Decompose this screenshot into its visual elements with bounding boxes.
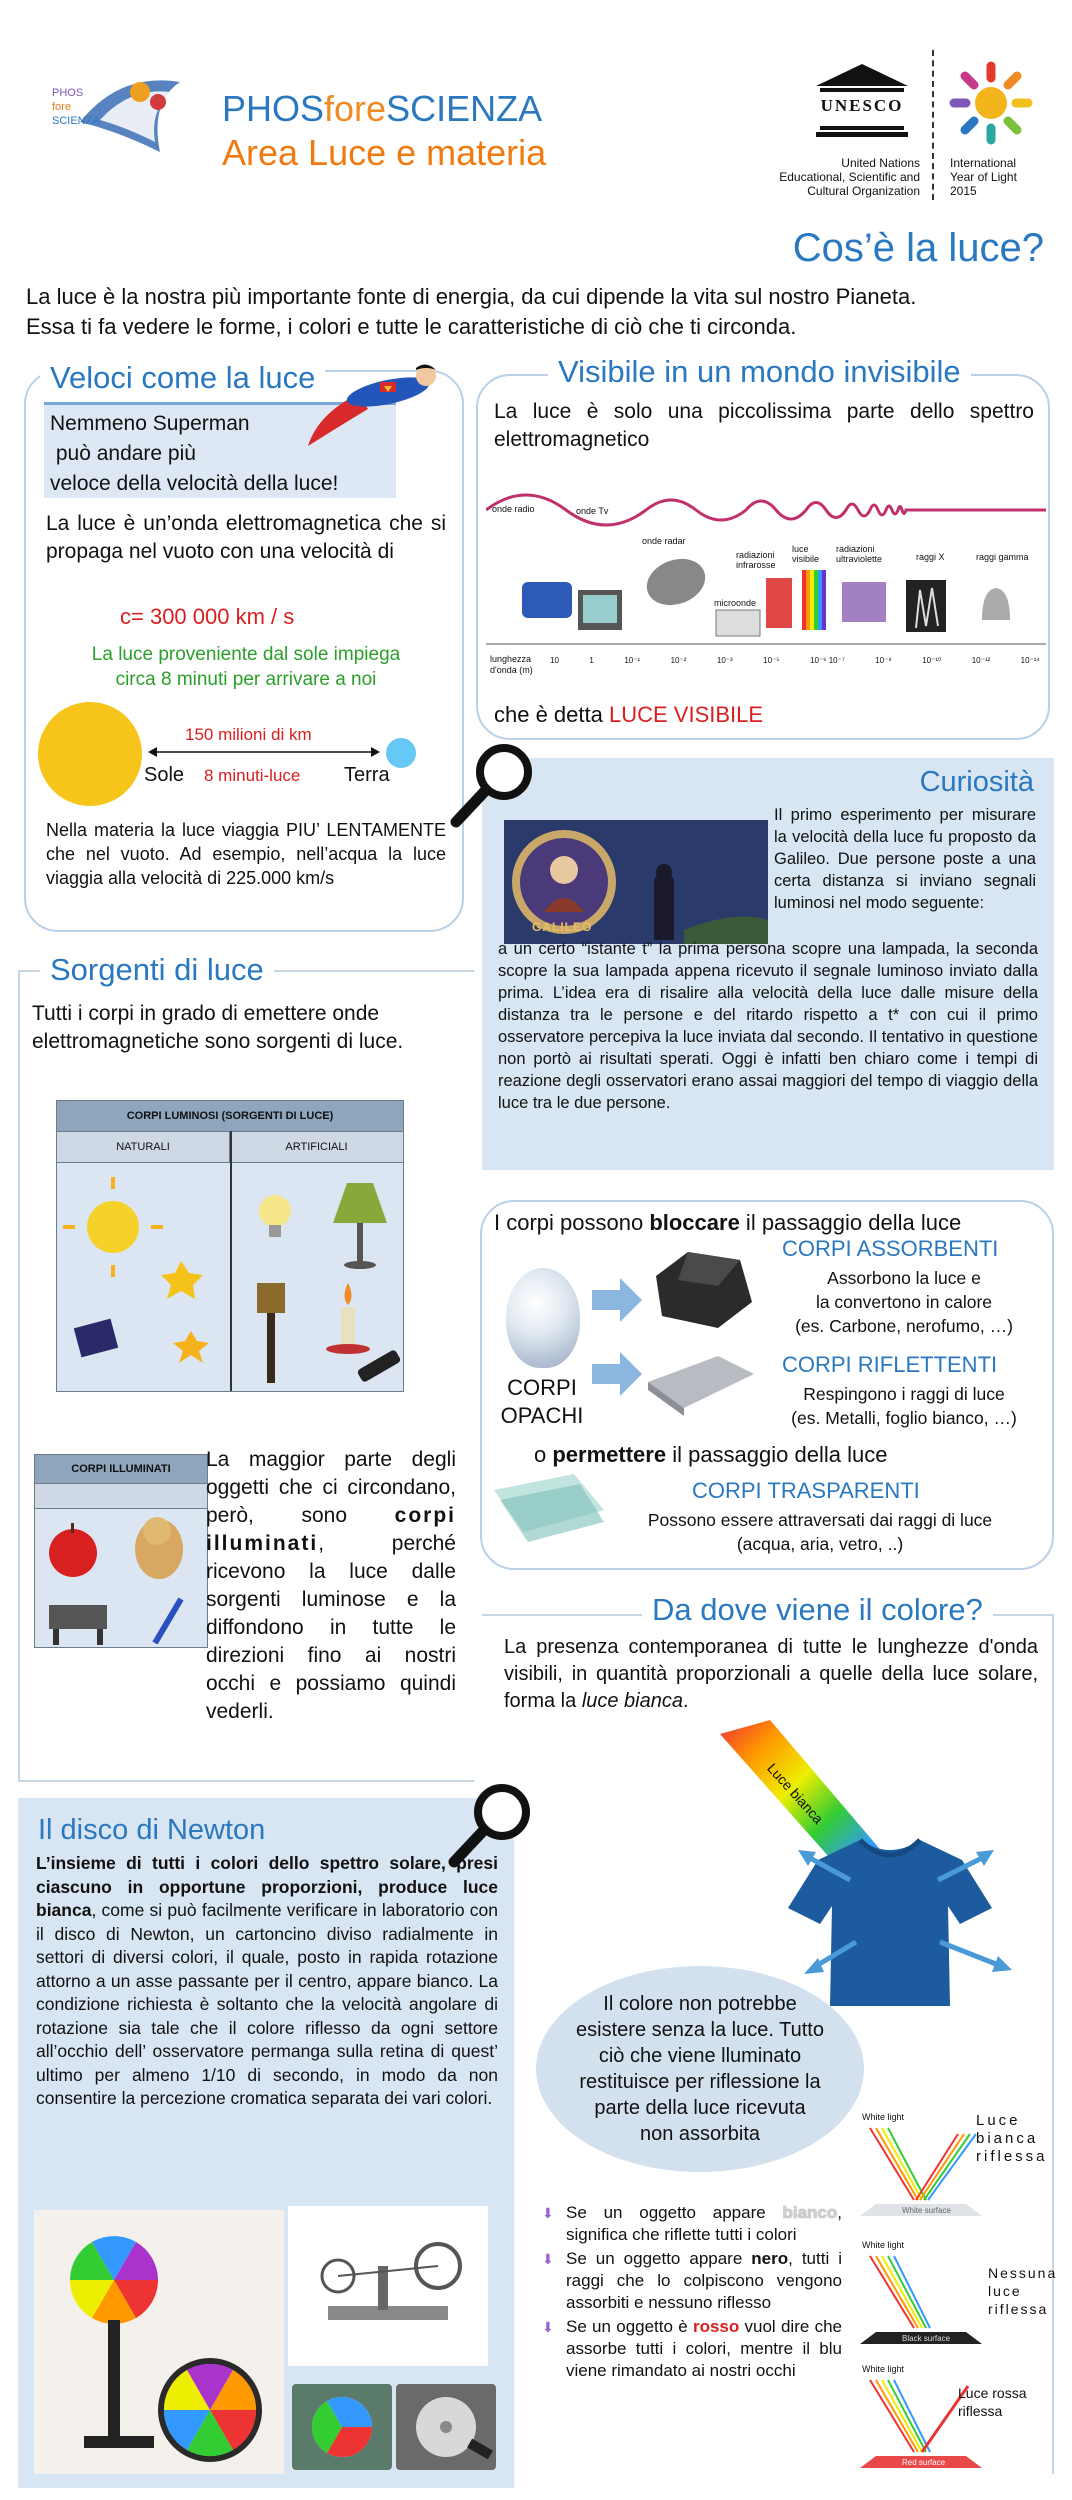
- label-infrarosse: radiazioni infrarosse: [736, 550, 776, 570]
- colore-ellipse: Il colore non potrebbe esistere senza la luce. Tutto ciò che viene lluminato restituisce per riflessione la parte della luce ricevuta non assorbita: [536, 1966, 864, 2172]
- label-visibile: luce visibile: [792, 544, 820, 564]
- luminosi-table: [56, 1100, 404, 1392]
- caption-nessuna: Nessuna luce riflessa: [988, 2265, 1058, 2317]
- illuminati-text: La maggior parte degli oggetti che ci circondano, però, sono corpi illuminati, perché ricevono la luce dalle sorgenti luminose e la diffondono in tutte le direzioni fino ai nostri occhi e possiamo quindi vederli.: [206, 1448, 456, 1723]
- curiosita-text-top: Il primo esperimento per misurare la velocità della luce fu proposto da Galileo. Due persone poste a una certa distanza si inviano segnali luminosi nel modo seguente:: [774, 806, 1036, 912]
- unesco-wordmark: UNESCO: [820, 96, 904, 115]
- corpi-line1: I corpi possono bloccare il passaggio della luce: [494, 1210, 962, 1235]
- reflection-red: White light Red surface Luce rossa riflessa: [856, 2360, 1066, 2468]
- unesco-logo: [812, 60, 912, 140]
- logo-phos: PHOS: [52, 87, 84, 99]
- trasparenti-text: Possono essere attraversati dai raggi di luce (acqua, aria, vetro, ..): [647, 1510, 993, 1554]
- newton-photo: [34, 2210, 284, 2474]
- spectrum-image: [486, 470, 1046, 688]
- terra-label: Terra: [344, 764, 390, 786]
- visibile-text: La luce è solo una piccolissima parte dello spettro elettromagnetico: [494, 400, 1034, 451]
- col-naturali: NATURALI: [57, 1131, 230, 1163]
- opachi-label: CORPI OPACHI: [500, 1375, 584, 1428]
- label-onde-radar: onde radar: [642, 536, 686, 546]
- sorgenti-text: Tutti i corpi in grado di emettere onde elettromagnetiche sono sorgenti di luce.: [32, 1002, 404, 1053]
- carbon-image: [648, 1246, 754, 1332]
- corpi-line2: o permettere il passaggio della luce: [534, 1442, 888, 1467]
- caption-rossa: Luce rossa riflessa: [958, 2385, 1027, 2419]
- colore-bullets: [536, 2202, 842, 2382]
- earth-icon: [386, 738, 416, 768]
- disc-photo-1: [292, 2384, 392, 2470]
- sole-label: Sole: [144, 764, 185, 786]
- illuminati-table: [34, 1454, 208, 1648]
- minutes-label: 8 minuti-luce: [204, 766, 301, 785]
- intro: La luce è la nostra più importante fonte di energia, da cui dipende la vita sul nostro Pianeta. Essa ti fa vedere le forme, i colori e tutte le caratteristiche di ciò che ti circonda.: [26, 284, 917, 339]
- disc-photo-2: [396, 2384, 496, 2470]
- assorbenti-text: Assorbono la luce e la convertono in calore (es. Carbone, nerofumo, …): [795, 1268, 1013, 1336]
- galileo-label: GALILEO: [532, 920, 593, 934]
- newton-text: L’insieme di tutti i colori dello spettro solare, presi ciascuno in opportune proporzioni, produce luce bianca, come si può facilmente verificare in laboratorio con il disco di Newton, un cartoncino diviso radialmente in settori di diversi colori, il quale, posto in rapida rotazione attorno a un asse passante per il centro, appare bianco. La condizione richiesta è soltanto che la velocità angolare di rotazione sia tale che il colore riflesso da ogni settore all’occhio dell’ osservatore permanga sulla retina di quest’ ultimo per almeno 1/10 di secondo, in modo da non consentire la percezione cromatica separata dei vari colori.: [36, 1853, 498, 2108]
- galileo-image: [504, 820, 768, 944]
- assorbenti-title: CORPI ASSORBENTI: [782, 1236, 999, 1261]
- riflettenti-text: Respingono i raggi di luce (es. Metalli, foglio bianco, …): [791, 1384, 1017, 1428]
- reflection-white: White light White surface Luce bianca riflessa: [856, 2108, 1066, 2216]
- caption-bianca: Luce bianca riflessa: [976, 2112, 1048, 2165]
- riflettenti-title: CORPI RIFLETTENTI: [782, 1352, 998, 1377]
- bullet-nero: ⬇ Se un oggetto appare nero, tutti i raggi che lo colpiscono vengono assorbiti e nessuno riflesso: [536, 2248, 842, 2314]
- bullet-bianco: ⬇ Se un oggetto appare bianco, significa che riflette tutti i colori: [536, 2202, 842, 2246]
- logo-scienza: SCIENZA: [52, 115, 100, 127]
- col-artificiali: ARTIFICIALI: [230, 1131, 403, 1163]
- newton-machine: [288, 2206, 488, 2366]
- label-microonde: microonde: [714, 598, 757, 608]
- main-title: Cos’è la luce?: [792, 226, 1044, 270]
- colore-text: La presenza contemporanea di tutte le lunghezze d'onda visibili, in quantità proporzionali a quelle della luce solare, forma la luce bianca.: [504, 1636, 1038, 1712]
- phos-logo: [40, 62, 200, 162]
- luminosi-icons: [57, 1163, 403, 1391]
- bullet-rosso: ⬇ Se un oggetto è rosso vuol dire che assorbe tutti i colori, mentre il blu viene rimandato ai nostri occhi: [536, 2316, 842, 2382]
- illuminati-table-title: CORPI ILLUMINATI: [35, 1455, 207, 1483]
- axis-label: lunghezza d'onda (m): [490, 654, 533, 675]
- title-fore: fore: [324, 88, 387, 129]
- label-onde-radio: onde radio: [492, 504, 535, 514]
- brand-title: [222, 88, 542, 130]
- iyl-caption: International Year of Light 2015: [950, 156, 1017, 198]
- sorgenti-title: Sorgenti di luce: [40, 952, 274, 988]
- metal-image: [648, 1352, 754, 1416]
- title-scienza: SCIENZA: [386, 88, 543, 129]
- label-onde-tv: onde Tv: [576, 506, 609, 516]
- curiosita-text-bottom: a un certo “istante t” la prima persona scopre una lampada, la seconda scopre la sua lampada appena ricevuto il segnale luminoso inviato dalla prima. L’idea era di risalire alla velocità della luce dalle misure della distanza tra le persone e del ritardo rispetto a t* con cui il primo osservatore percepiva la luce inviata dal secondo. Il tentativo in questione non portò ai risultati sperati. Oggi è infatti ben chiaro come i tempi di reazione degli osservatori erano assai maggiori del tempo di viaggio della luce tra le due persone.: [498, 940, 1038, 1112]
- speed-value: c= 300 000 km / s: [120, 604, 295, 629]
- visibile-title: Visibile in un mondo invisibile: [548, 354, 971, 390]
- colore-title: Da dove viene il colore?: [642, 1592, 993, 1628]
- glass-image: [494, 1470, 604, 1550]
- arrow-right-icon: [592, 1350, 642, 1403]
- veloci-wave-text: La luce è un’onda elettromagnetica che si propaga nel vuoto con una velocità di: [46, 512, 446, 563]
- title-phos: PHOS: [222, 88, 325, 129]
- sun-time-text: La luce proveniente dal sole impiega circa 8 minuti per arrivare a noi: [91, 644, 401, 690]
- label-raggi-gamma: raggi gamma: [976, 552, 1029, 562]
- distance-label: 150 milioni di km: [185, 725, 312, 744]
- superman-icon: [298, 354, 448, 450]
- logo-fore: fore: [52, 101, 71, 113]
- unesco-caption: United Nations Educational, Scientific and Cultural Organization: [779, 156, 920, 198]
- luminosi-table-title: CORPI LUMINOSI (SORGENTI DI LUCE): [57, 1101, 403, 1131]
- superman-box: Nemmeno Superman può andare più veloce della velocità della luce!: [44, 402, 396, 498]
- header-divider: [932, 50, 934, 200]
- newton-title: Il disco di Newton: [38, 1814, 266, 1846]
- distance-arrow: [148, 745, 380, 759]
- beam-label: Luce bianca: [764, 1760, 827, 1827]
- axis-ticks: 10 1 10⁻¹ 10⁻² 10⁻³ 10⁻⁵ 10⁻⁶ 10⁻⁷ 10⁻⁸ 10⁻¹⁰ 10⁻¹² 10⁻¹⁴: [550, 656, 1040, 665]
- curiosita-title: Curiosità: [919, 766, 1034, 798]
- arrow-right-icon: [592, 1276, 642, 1329]
- matter-text: Nella materia la luce viaggia PIU’ LENTAMENTE che nel vuoto. Ad esempio, nell’acqua la luce viaggia alla velocità di 225.000 km/s: [46, 820, 446, 888]
- label-raggi-x: raggi X: [916, 552, 945, 562]
- brand-subtitle: Area Luce e materia: [222, 132, 547, 173]
- illuminati-icons: [35, 1509, 207, 1647]
- reflection-black: White light Black surface Nessuna luce riflessa: [856, 2236, 1066, 2344]
- trasparenti-title: CORPI TRASPARENTI: [692, 1478, 920, 1503]
- magnifier-icon: [448, 740, 538, 830]
- opal-image: [506, 1268, 580, 1368]
- veloci-title: Veloci come la luce: [40, 360, 325, 396]
- tshirt-illustration: [700, 1720, 1066, 2010]
- sun-icon: [38, 702, 142, 806]
- visibile-caption: che è detta LUCE VISIBILE: [494, 702, 764, 727]
- header: [0, 0, 1072, 198]
- iyl-logo: [946, 58, 1036, 148]
- label-ultraviolette: radiazioni ultraviolette: [836, 544, 883, 564]
